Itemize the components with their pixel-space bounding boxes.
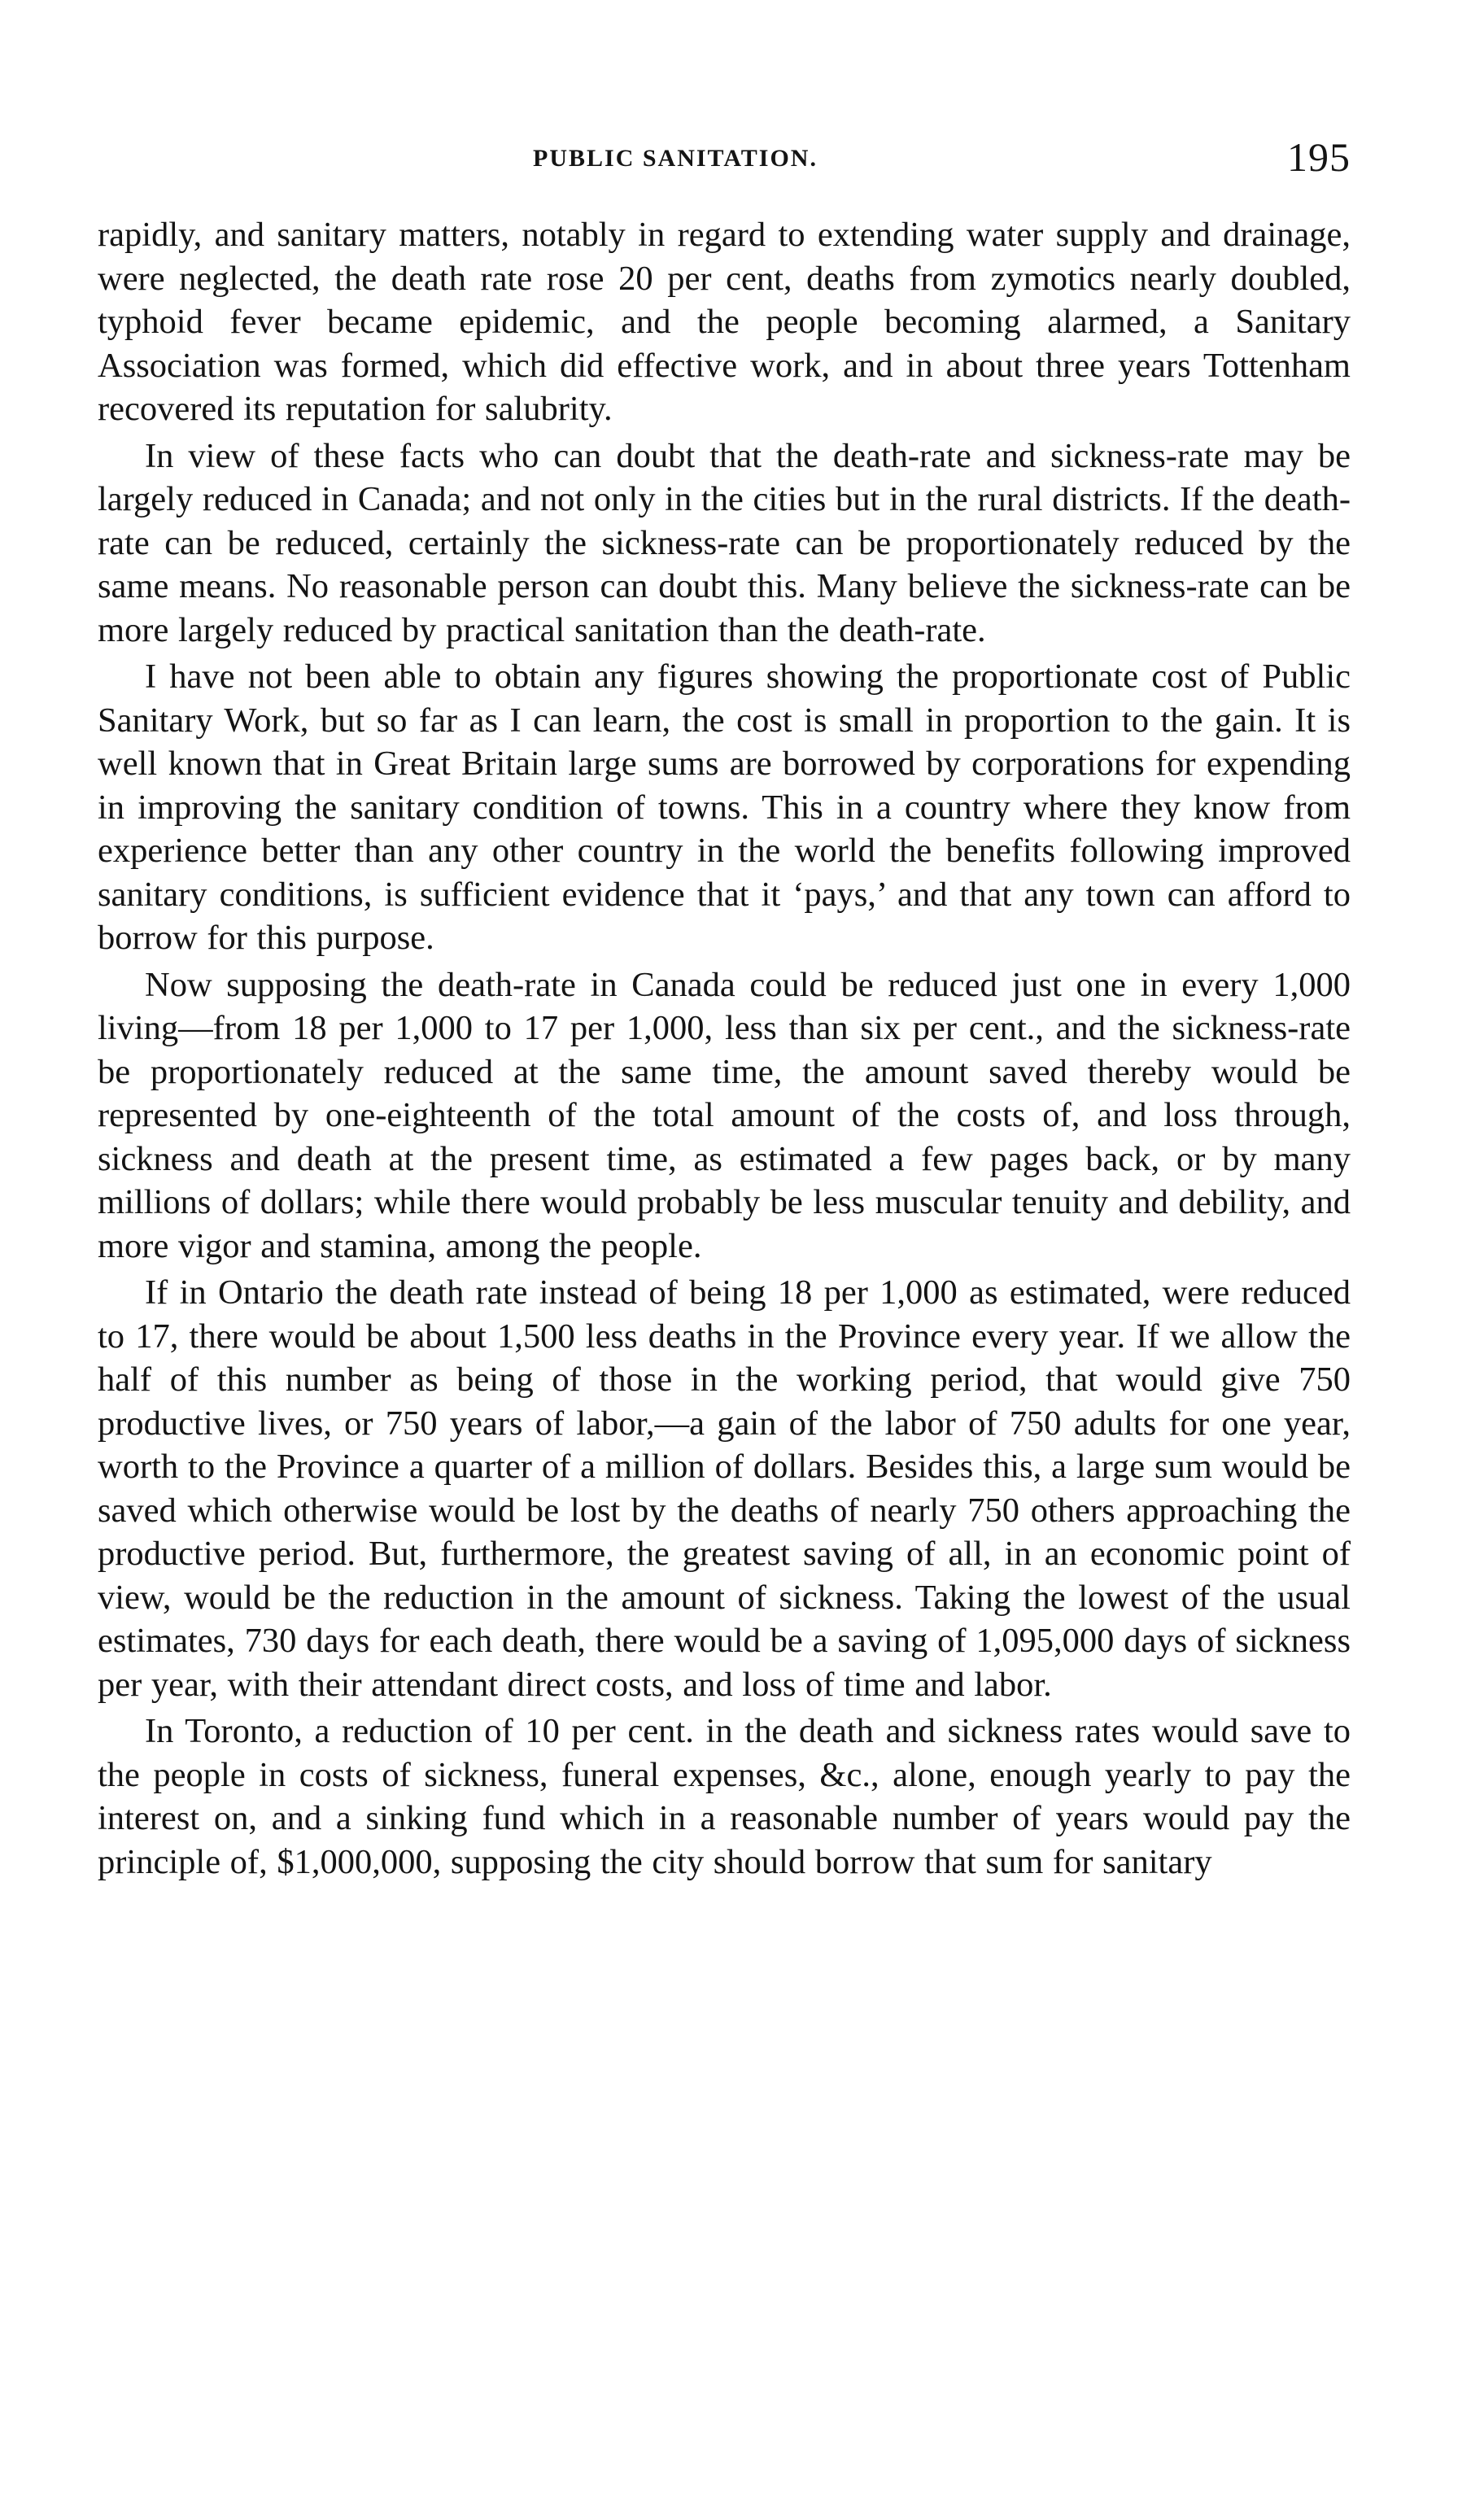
- paragraph: rapidly, and sanitary matters, notably in regard to extending water supply and drainage, were neglected, the death rate rose 20 per cent, deaths from zymotics nearly doubled, typhoid fever became epidemic, and the people becoming alarmed, a Sanitary Association was formed, which did effective work, and in about three years Tottenham recovered its reputation for salubrity.: [98, 216, 1351, 428]
- paragraph: I have not been able to obtain any figures showing the proportionate cost of Public Sanitary Work, but so far as I can learn, the cost is small in proportion to the gain. It is well known that in Great Britain large sums are borrowed by corporations for expending in improving the sanitary condition of towns. This in a country where they know from experience better than any other country in the world the benefits following improved sanitary conditions, is sufficient evidence that it ‘pays,’ and that any town can afford to borrow for this purpose.: [98, 657, 1351, 957]
- running-title: PUBLIC SANITATION.: [533, 145, 818, 172]
- paragraph: In Toronto, a reduction of 10 per cent. in the death and sickness rates would save to the people in costs of sickness, funeral expenses, &c., alone, enough yearly to pay the interest on, and a sinking fund which in a reasonable number of years would pay the principle of, $1,000,000, supposing the city should borrow that sum for sanitary: [98, 1712, 1351, 1881]
- page-number: 195: [1287, 134, 1351, 180]
- paragraph: Now supposing the death-rate in Canada could be reduced just one in every 1,000 living—from 18 per 1,000 to 17 per 1,000, less than six per cent., and the sickness-rate be proportionately reduced at the same time, the amount saved thereby would be represented by one-eighteenth of the total amount of the costs of, and loss through, sickness and death at the present time, as estimated a few pages back, or by many millions of dollars; while there would probably be less muscular tenuity and debility, and more vigor and stamina, among the people.: [98, 965, 1351, 1265]
- running-head: [98, 134, 1351, 187]
- body-text: [98, 213, 1351, 1887]
- paragraph: In view of these facts who can doubt that the death-rate and sickness-rate may be largely reduced in Canada; and not only in the cities but in the rural districts. If the death-rate can be reduced, certainly the sickness-rate can be proportionately reduced by the same means. No reasonable person can doubt this. Many believe the sickness-rate can be more largely reduced by practical sanitation than the death-rate.: [98, 436, 1351, 649]
- paragraph: If in Ontario the death rate instead of being 18 per 1,000 as estimated, were reduced to 17, there would be about 1,500 less deaths in the Province every year. If we allow the half of this number as being of those in the working period, that would give 750 productive lives, or 750 years of labor,—a gain of the labor of 750 adults for one year, worth to the Province a quarter of a million of dollars. Besides this, a large sum would be saved which otherwise would be lost by the deaths of nearly 750 others approaching the productive period. But, furthermore, the greatest saving of all, in an economic point of view, would be the reduction in the amount of sickness. Taking the lowest of the usual estimates, 730 days for each death, there would be a saving of 1,095,000 days of sickness per year, with their attendant direct costs, and loss of time and labor.: [98, 1273, 1351, 1704]
